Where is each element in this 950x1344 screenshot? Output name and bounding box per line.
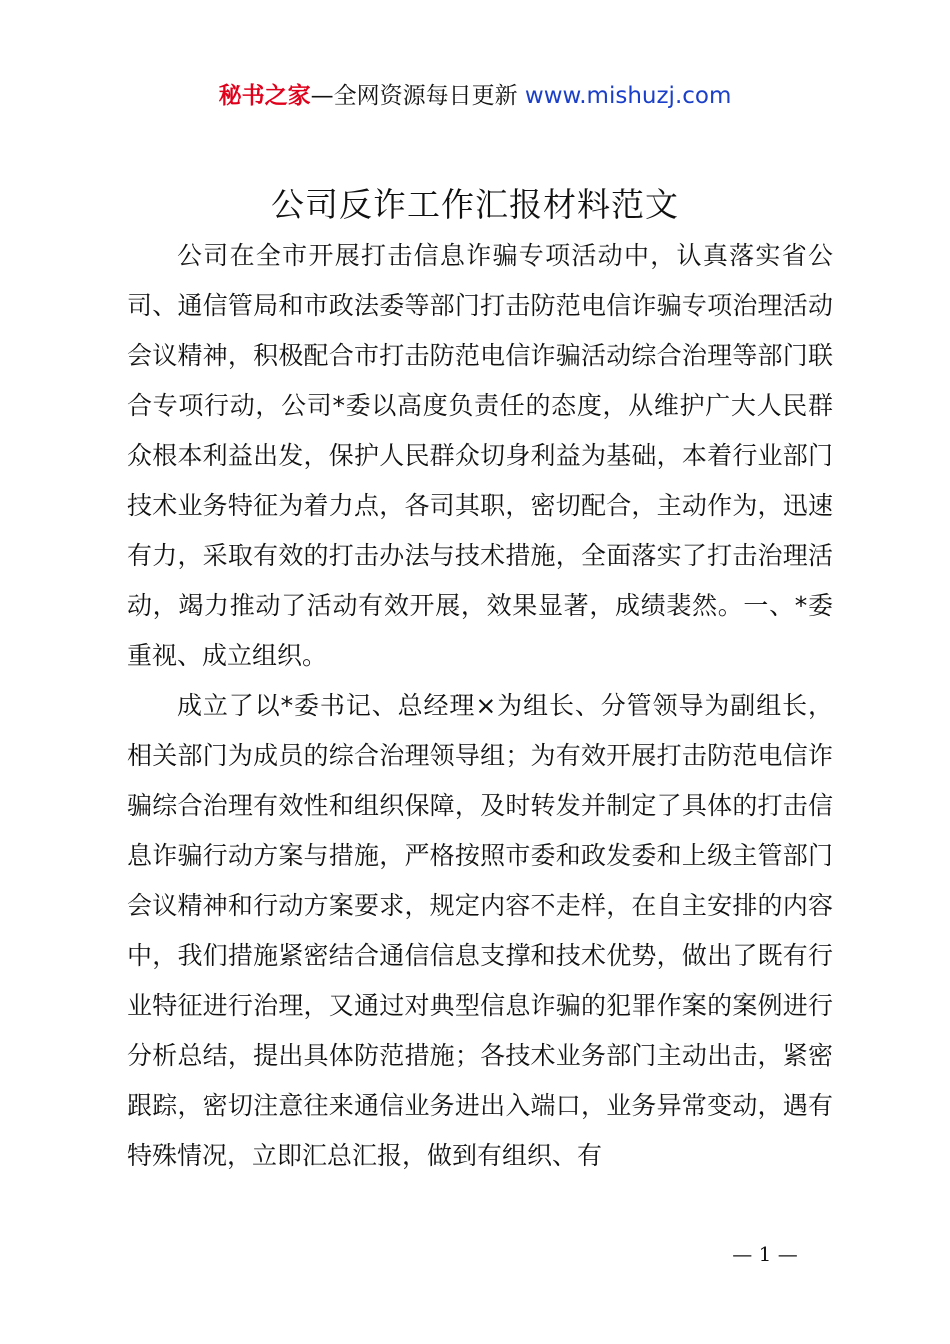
body-paragraph: 成立了以*委书记、总经理×为组长、分管领导为副组长，相关部门为成员的综合治理领导组；为有效开展打击防范电信诈骗综合治理有效性和组织保障，及时转发并制定了具体的打击信息诈骗行动方案与措施，严格按照市委和政发委和上级主管部门会议精神和行动方案要求，规定内容不走样，在自主安排的内容中，我们措施紧密结合通信信息支撑和技术优势，做出了既有行业特征进行治理，又通过对典型信息诈骗的犯罪作案的案例进行分析总结，提出具体防范措施；各技术业务部门主动出击，紧密跟踪，密切注意往来通信业务进出入端口，业务异常变动，遇有特殊情况，立即汇总汇报，做到有组织、有 [127, 691, 833, 1170]
document-title: 公司反诈工作汇报材料范文 [271, 185, 679, 224]
document-body [127, 231, 833, 1181]
header-slogan: —全网资源每日更新 [310, 83, 518, 109]
header-banner [0, 78, 950, 114]
brand-name: 秘书之家 [218, 83, 311, 109]
page-number: — 1 — [732, 1242, 798, 1266]
body-paragraph: 公司在全市开展打击信息诈骗专项活动中，认真落实省公司、通信管局和市政法委等部门打击防范电信诈骗专项治理活动会议精神，积极配合市打击防范电信诈骗活动综合治理等部门联合专项行动，公司*委以高度负责任的态度，从维护广大人民群众根本利益出发，保护人民群众切身利益为基础，本着行业部门技术业务特征为着力点，各司其职，密切配合，主动作为，迅速有力，采取有效的打击办法与技术措施，全面落实了打击治理活动，竭力推动了活动有效开展，效果显著，成绩裴然。一、*委重视、成立组织。 [127, 241, 833, 670]
site-url-link[interactable]: www.mishuzj.com [524, 83, 732, 109]
